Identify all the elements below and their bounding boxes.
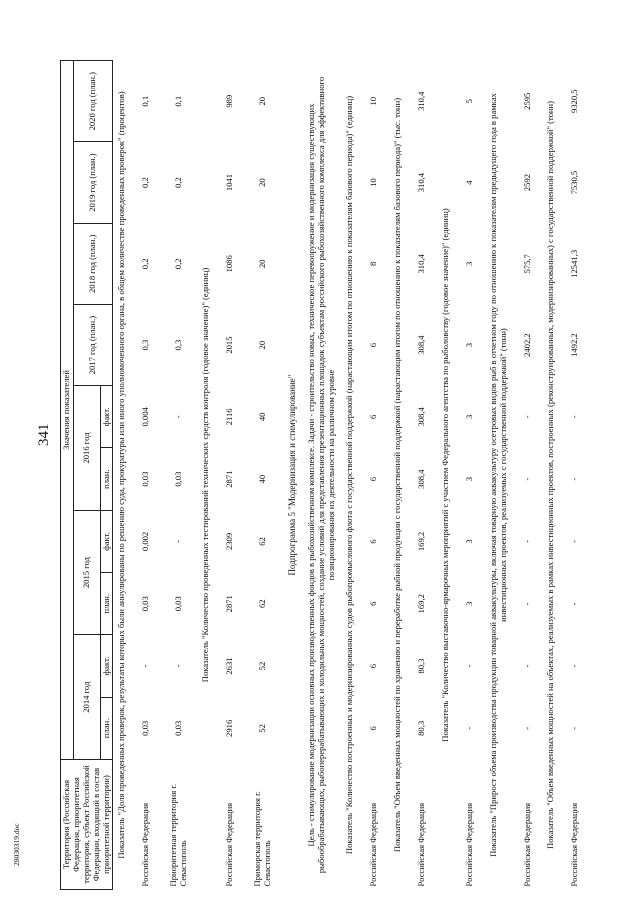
value-cell: 3 xyxy=(463,414,474,419)
territory-cell: Российская Федерация xyxy=(368,802,379,887)
value-cell: 0,03 xyxy=(140,471,151,487)
header-sub: план. xyxy=(100,697,113,759)
value-cell: 0,1 xyxy=(173,95,184,107)
page-number: 341 xyxy=(36,423,52,446)
territory-cell: Российская Федерация xyxy=(521,802,532,887)
value-cell: 2871 xyxy=(224,470,235,488)
header-territory: Территория (Российская Федерация, приоритетная территория, субъект Российской Федерации, входящий в состав приоритетной территории) xyxy=(61,759,113,889)
value-cell: 40 xyxy=(257,412,268,422)
value-cell: 62 xyxy=(257,537,268,546)
value-cell: 12541,3 xyxy=(569,249,580,278)
value-cell: 169,2 xyxy=(415,531,426,552)
value-cell: 3 xyxy=(463,601,474,606)
header-sub: план. xyxy=(100,573,113,635)
value-cell: 2015 xyxy=(224,336,235,354)
value-cell: 2916 xyxy=(224,719,235,737)
value-cell: 308,4 xyxy=(415,335,426,355)
value-cell: 6 xyxy=(368,663,379,669)
value-cell: 6 xyxy=(368,601,379,606)
header-year: 2014 год xyxy=(73,635,100,760)
indicator-title: Показатель "Прирост объема производства продукции товарной аквакультуры, включая товарную аквакультуру осетровых видов рыб в отчетном году по отношению к показателям предыдущего года в рамках инвестиционных проектов, реализуемых с государственной поддержкой" (тонн) xyxy=(487,93,508,857)
table-row xyxy=(245,61,281,890)
rotated-table-area xyxy=(60,60,630,890)
value-cell: 310,4 xyxy=(415,254,426,274)
value-cell: 0,03 xyxy=(173,596,184,612)
value-cell: 52 xyxy=(257,724,268,733)
value-cell: 575,7 xyxy=(521,254,532,274)
subprogram-title-row xyxy=(281,61,303,890)
indicator-title: Показатель "Количество выставочно-ярмарочных мероприятий с участием Федерального агентства по рыболовству (годовое значение)" (единиц) xyxy=(439,208,450,742)
value-cell: - xyxy=(521,664,532,668)
value-cell: 6 xyxy=(368,539,379,544)
header-values: Значения показателей xyxy=(61,61,74,760)
value-cell: 4 xyxy=(463,180,474,185)
value-cell: - xyxy=(569,540,580,543)
value-cell: 20 xyxy=(257,259,268,269)
header-plan-year: 2020 год (план.) xyxy=(73,61,113,142)
value-cell: 1492,2 xyxy=(569,333,580,357)
header-year: 2015 год xyxy=(73,510,100,635)
table-row xyxy=(407,61,437,890)
value-cell: 7530,5 xyxy=(569,170,580,195)
value-cell: 2309 xyxy=(224,532,235,551)
value-cell: 169,2 xyxy=(415,594,426,614)
value-cell: 80,3 xyxy=(415,720,426,736)
table-header xyxy=(61,61,113,890)
territory-cell: Российская Федерация xyxy=(415,802,426,887)
table-row xyxy=(215,61,245,890)
value-cell: 20 xyxy=(257,340,268,350)
goal-text: Цель - стимулирование модернизации основных производственных фондов в рыбохозяйственном комплексе. Задачи - строительство новых, техническое перевооружение и модернизация существующих рыбообрабатывающих, рыбоперерабатывающих и холодильных мощностей, создание условий для представления презентационных площадок субъектам российского рыбохозяйственного комплекса для эффективного позиционирования их деятельности на различном уровне xyxy=(306,76,337,874)
value-cell: 310,4 xyxy=(415,172,426,193)
value-cell: 0,3 xyxy=(140,339,151,351)
value-cell: 3 xyxy=(463,261,474,266)
value-cell: 9320,5 xyxy=(569,89,580,114)
value-cell: 6 xyxy=(368,726,379,731)
value-cell: 2631 xyxy=(224,657,235,675)
value-cell: 0,004 xyxy=(140,407,151,427)
value-cell: 2402,2 xyxy=(521,333,532,357)
territory-cell: Приморская территория г. Севастополь xyxy=(252,791,273,887)
value-cell: 2116 xyxy=(224,408,235,426)
indicator-title: Показатель "Количество проведенных тестирований технических средств контроля (годовое значение)" (единиц) xyxy=(200,267,211,683)
value-cell: - xyxy=(521,477,532,481)
value-cell: 0,1 xyxy=(140,95,151,107)
value-cell: 0,002 xyxy=(140,531,151,552)
value-cell: 20 xyxy=(257,178,268,187)
value-cell: - xyxy=(569,664,580,668)
territory-cell: Российская Федерация xyxy=(463,802,474,887)
value-cell: 0,2 xyxy=(140,177,151,188)
table-row xyxy=(512,61,542,890)
value-cell: 310,4 xyxy=(415,91,426,111)
value-cell: - xyxy=(140,664,151,668)
territory-cell: Российская Федерация xyxy=(569,802,580,887)
header-plan-year: 2018 год (план.) xyxy=(73,223,113,304)
indicator-title-row xyxy=(437,61,455,890)
indicator-title-row xyxy=(113,61,131,890)
value-cell: - xyxy=(173,664,184,668)
value-cell: 0,2 xyxy=(140,258,151,270)
header-year: 2016 год xyxy=(73,386,100,511)
table-row xyxy=(131,61,161,890)
value-cell: - xyxy=(521,602,532,606)
value-cell: - xyxy=(173,540,184,543)
value-cell: 308,4 xyxy=(415,407,426,427)
table-row xyxy=(560,61,590,890)
value-cell: 8 xyxy=(368,261,379,266)
value-cell: 6 xyxy=(368,477,379,482)
value-cell: 1086 xyxy=(224,255,235,273)
value-cell: 6 xyxy=(368,414,379,419)
header-sub: факт. xyxy=(100,386,113,448)
value-cell: - xyxy=(569,477,580,481)
table-row xyxy=(455,61,485,890)
territory-cell: Приоритетная территория г. Севастополь xyxy=(168,783,189,887)
value-cell: - xyxy=(569,726,580,730)
header-sub: факт. xyxy=(100,635,113,697)
value-cell: 10 xyxy=(368,96,379,106)
indicator-title: Показатель "Объем введенных мощностей на объектах, реализуемых в рамках инвестиционных проектов, построенных (реконструированных, модернизированных) с государственной поддержкой" (тонн) xyxy=(545,101,556,850)
value-cell: 5 xyxy=(463,99,474,104)
indicator-title: Показатель "Количество построенных и модернизированных судов рыбопромыслового флота с государственной поддержкой (нарастающим итогом по отношению к показателям базового периода)" (единиц) xyxy=(344,95,355,855)
value-cell: 0,2 xyxy=(173,177,184,188)
value-cell: 0,03 xyxy=(140,596,151,612)
value-cell: 3 xyxy=(463,539,474,544)
value-cell: 0,03 xyxy=(140,720,151,736)
value-cell: 10 xyxy=(368,178,379,187)
value-cell: - xyxy=(521,726,532,730)
header-sub: план. xyxy=(100,448,113,510)
table-body xyxy=(113,61,590,890)
indicator-title-row xyxy=(485,61,513,890)
indicator-title-row xyxy=(542,61,560,890)
value-cell: 0,03 xyxy=(173,720,184,736)
value-cell: 0,03 xyxy=(173,471,184,487)
territory-cell: Российская Федерация xyxy=(224,802,235,887)
value-cell: 80,3 xyxy=(415,658,426,674)
territory-cell: Российская Федерация xyxy=(140,802,151,887)
value-cell: 2871 xyxy=(224,595,235,613)
value-cell: 40 xyxy=(257,474,268,484)
value-cell: 6 xyxy=(368,342,379,348)
value-cell: 3 xyxy=(463,477,474,482)
value-cell: 52 xyxy=(257,661,268,671)
table-row xyxy=(359,61,389,890)
value-cell: 1041 xyxy=(224,173,235,192)
indicator-title-row xyxy=(389,61,407,890)
value-cell: 308,4 xyxy=(415,469,426,489)
value-cell: - xyxy=(521,415,532,419)
value-cell: - xyxy=(463,664,474,668)
indicator-title: Показатель "Доля проведенных проверок, результаты которых были аннулированы по решению суда, прокуратуры или иного уполномоченного органа, в общем количестве проведенных проверок" (процентов) xyxy=(116,91,127,859)
value-cell: - xyxy=(569,602,580,606)
value-cell: 2595 xyxy=(521,92,532,110)
header-sub: факт. xyxy=(100,510,113,572)
indicator-title: Показатель "Объем введенных мощностей по хранению и переработке рыбной продукции с государственной поддержкой (нарастающим итогом по отношению к показателям базового периода)" (тыс. тонн) xyxy=(391,97,402,853)
value-cell: - xyxy=(463,726,474,730)
indicator-title-row xyxy=(341,61,359,890)
value-cell: - xyxy=(173,415,184,419)
header-plan-year: 2017 год (план.) xyxy=(73,304,113,385)
value-cell: 62 xyxy=(257,599,268,609)
indicator-title-row xyxy=(197,61,215,890)
header-plan-year: 2019 год (план.) xyxy=(73,142,113,223)
value-cell: - xyxy=(521,540,532,543)
value-cell: 0,3 xyxy=(173,339,184,351)
value-cell: - xyxy=(569,415,580,419)
value-cell: 0,2 xyxy=(173,258,184,270)
goal-text-row xyxy=(303,61,341,890)
value-cell: 20 xyxy=(257,96,268,106)
indicators-table xyxy=(60,60,590,890)
value-cell: 2592 xyxy=(521,173,532,192)
footer-doc-code: 28030319.doc xyxy=(12,823,21,866)
subprogram-title: Подпрограмма 5 "Модернизация и стимулирование" xyxy=(287,374,298,576)
value-cell: 989 xyxy=(224,94,235,108)
value-cell: 3 xyxy=(463,342,474,348)
table-row xyxy=(161,61,197,890)
